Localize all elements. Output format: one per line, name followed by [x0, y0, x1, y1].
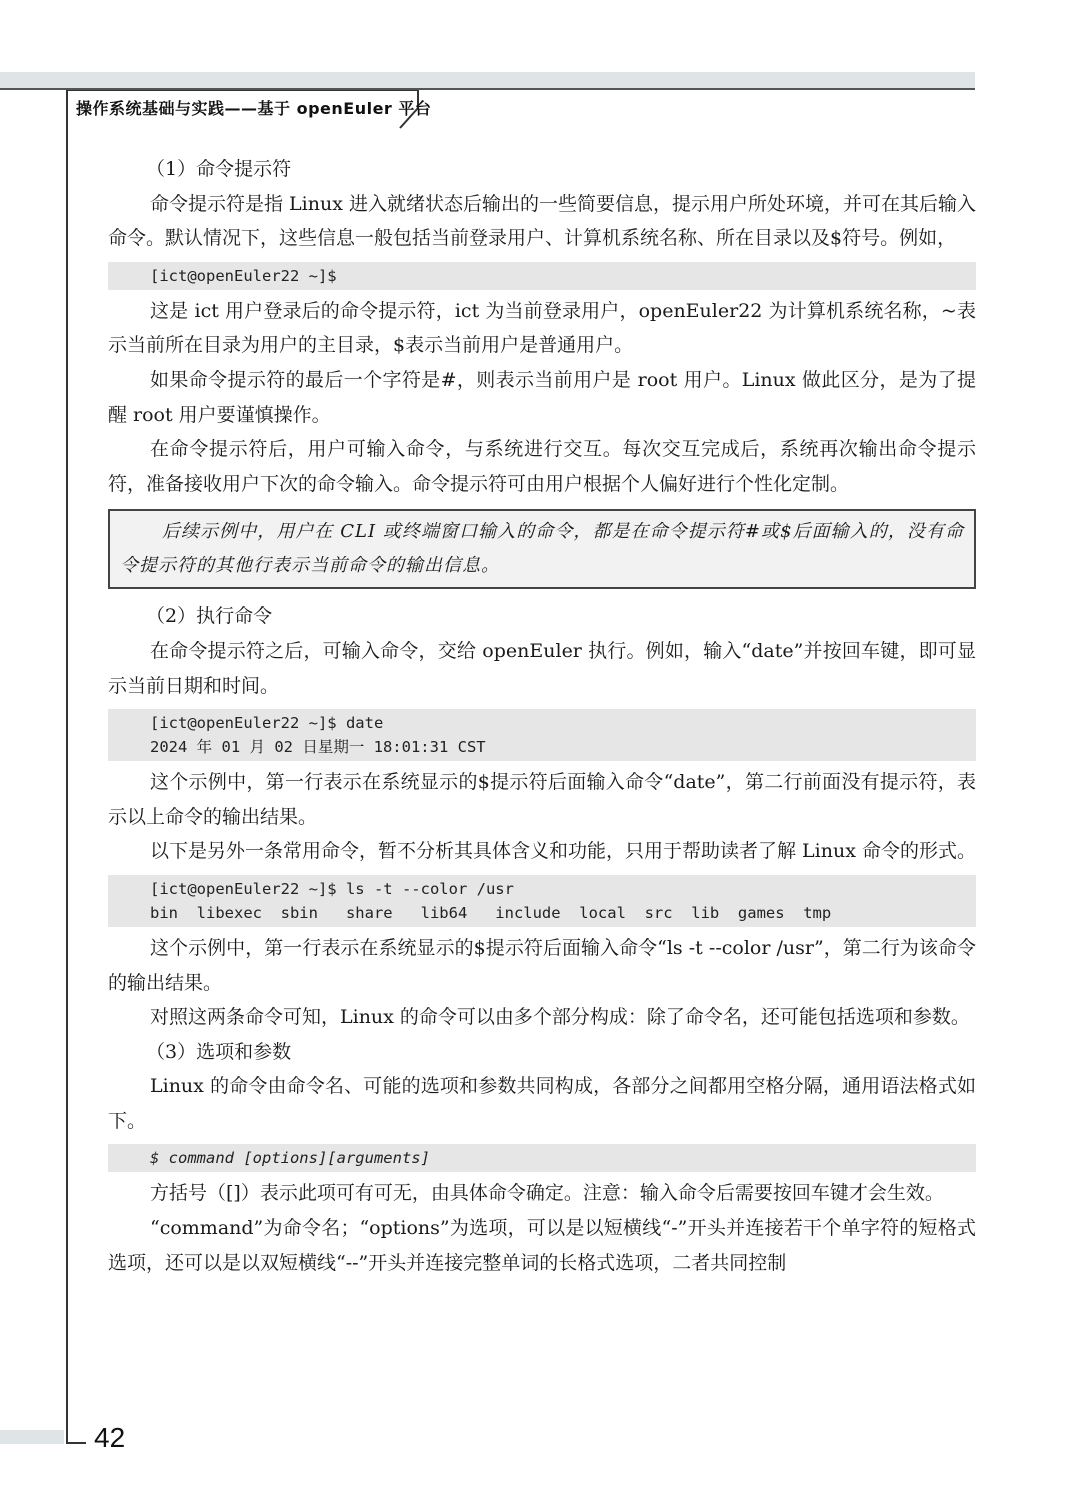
note-box: 后续示例中，用户在 CLI 或终端窗口输入的命令，都是在命令提示符#或$后面输入的，没有命令提示符的其他行表示当前命令的输出信息。: [108, 509, 976, 589]
paragraph: 在命令提示符之后，可输入命令，交给 openEuler 执行。例如，输入“date”并按回车键，即可显示当前日期和时间。: [108, 639, 976, 697]
code-block-ls: [108, 875, 976, 927]
page-body: [108, 152, 976, 1280]
paragraph: 对照这两条命令可知，Linux 的命令可以由多个部分构成：除了命令名，还可能包括选项和参数。: [150, 1006, 970, 1029]
paragraph: Linux 的命令由命令名、可能的选项和参数共同构成，各部分之间都用空格分隔，通用语法格式如下。: [108, 1075, 976, 1132]
paragraph: “command”为命令名；“options”为选项，可以是以短横线“-”开头并连接若干个单字符的短格式选项，还可以是以双短横线“--”开头并连接完整单词的长格式选项，二者共同控制: [108, 1217, 976, 1274]
page-number: 42: [94, 1422, 126, 1453]
paragraph: 方括号（[]）表示此项可有可无，由具体命令确定。注意：输入命令后需要按回车键才会生效。: [150, 1182, 944, 1205]
paragraph: 在命令提示符后，用户可输入命令，与系统进行交互。每次交互完成后，系统再次输出命令提示符，准备接收用户下次的命令输入。命令提示符可由用户根据个人偏好进行个性化定制。: [108, 438, 976, 495]
paragraph: 如果命令提示符的最后一个字符是#，则表示当前用户是 root 用户。Linux 做此区分，是为了提醒 root 用户要谨慎操作。: [108, 368, 976, 426]
paragraph: 以下是另外一条常用命令，暂不分析其具体含义和功能，只用于帮助读者了解 Linux 命令的形式。: [150, 840, 976, 863]
footer-band: [0, 1430, 64, 1444]
code-block-prompt: [ict@openEuler22 ~]$: [108, 262, 976, 290]
code-block-syntax: $ command [options][arguments]: [108, 1144, 976, 1172]
code-line: [ict@openEuler22 ~]$ ls -t --color /usr: [150, 879, 514, 898]
section-heading-3: （3）选项和参数: [146, 1040, 292, 1063]
header-band: [0, 72, 975, 90]
paragraph: 这个示例中，第一行表示在系统显示的$提示符后面输入命令“ls -t --color /usr”，第二行为该命令的输出结果。: [108, 936, 976, 994]
code-line: bin libexec sbin share lib64 include local src lib games tmp: [150, 903, 832, 922]
code-line: [ict@openEuler22 ~]$ date: [150, 714, 384, 733]
footer-rule: [66, 1442, 86, 1444]
running-header-title: 操作系统基础与实践——基于 openEuler 平台: [76, 99, 432, 118]
code-block-date: [108, 709, 976, 761]
paragraph: 这个示例中，第一行表示在系统显示的$提示符后面输入命令“date”，第二行前面没有提示符，表示以上命令的输出结果。: [108, 771, 976, 828]
section-heading-1: （1）命令提示符: [146, 158, 292, 180]
code-line: 2024 年 01 月 02 日星期一 18:01:31 CST: [150, 738, 486, 757]
left-margin-rule: [66, 90, 68, 1444]
paragraph: 命令提示符是指 Linux 进入就绪状态后输出的一些简要信息，提示用户所处环境，并可在其后输入命令。默认情况下，这些信息一般包括当前登录用户、计算机系统名称、所在目录以及$符号。例如，: [108, 192, 976, 250]
paragraph: 这是 ict 用户登录后的命令提示符，ict 为当前登录用户，openEuler22 为计算机系统名称，~表示当前所在目录为用户的主目录，$表示当前用户是普通用户。: [108, 299, 976, 357]
section-heading-2: （2）执行命令: [146, 605, 273, 628]
